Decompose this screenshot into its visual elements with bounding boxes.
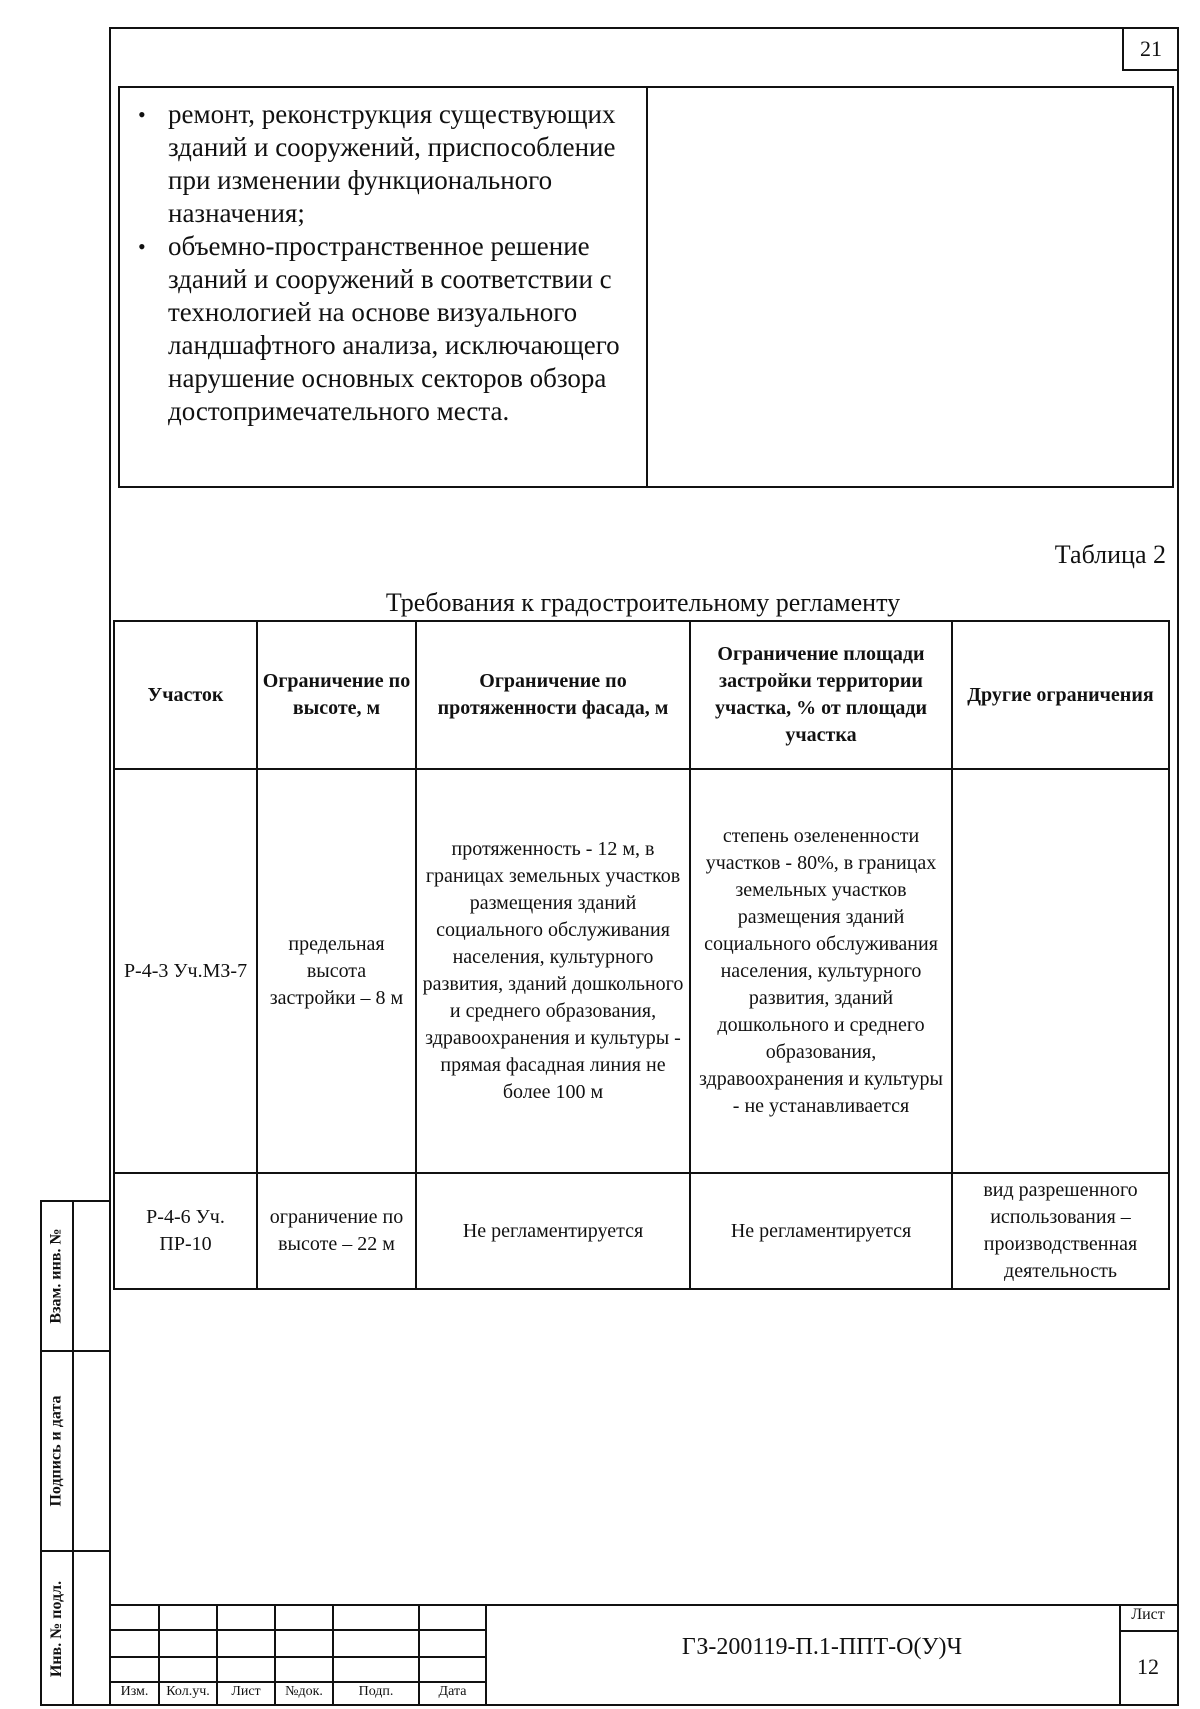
stamp-replacement-inventory <box>42 1202 110 1352</box>
title-block-line <box>111 1604 1178 1606</box>
side-stamp-panel <box>40 1200 110 1706</box>
column-head-signature: Подп. <box>358 1684 394 1699</box>
table-cell: протяженность - 12 м, в границах земельных участков размещения зданий социального обслуживания населения, культурного развития, зданий дошкольного и среднего образования, здравоохранения и культуры - прямая фасадная линия не более 100 м <box>416 769 690 1173</box>
table-cell: Р-4-3 Уч.МЗ-7 <box>114 769 257 1173</box>
table-cell: степень озелененности участков - 80%, в границах земельных участков размещения зданий социального обслуживания населения, культурного развития, зданий дошкольного и среднего образования, здравоохранения и культуры - не устанавливается <box>690 769 952 1173</box>
sheet-label: Лист <box>1131 1606 1165 1623</box>
table-cell: предельная высота застройки – 8 м <box>257 769 416 1173</box>
title-block-line <box>111 1656 485 1658</box>
list-item-text: ремонт, реконструкция существующих зданий и сооружений, приспособление при изменении функционального назначения; <box>168 99 616 228</box>
frame-top-border <box>110 27 1178 29</box>
page-number: 21 <box>1122 29 1178 71</box>
header-height-limit: Ограничение по высоте, м <box>257 621 416 769</box>
frame-right-border <box>1177 27 1179 1706</box>
stamp-signature-date <box>42 1352 110 1552</box>
column-head-date: Дата <box>438 1684 467 1699</box>
header-facade-limit: Ограничение по протяженности фасада, м <box>416 621 690 769</box>
column-head-quantity: Кол.уч. <box>166 1684 210 1699</box>
stamp-label-wrap <box>42 1202 72 1350</box>
continuation-bullet-list <box>130 98 640 428</box>
title-block-line <box>1119 1630 1178 1632</box>
stamp-label: Инв. № подл. <box>48 1580 65 1678</box>
table-title: Требования к градостроительному регламенту <box>385 588 901 617</box>
list-item <box>130 98 640 230</box>
table-cell: вид разрешенного использования – производственная деятельность <box>952 1173 1169 1289</box>
title-block <box>111 1604 1178 1704</box>
stamp-label: Взам. инв. № <box>48 1228 65 1324</box>
title-block-line <box>111 1681 485 1683</box>
table-row <box>114 1173 1169 1289</box>
table-cell: Р-4-6 Уч. ПР-10 <box>114 1173 257 1289</box>
column-head-sheet: Лист <box>231 1684 261 1699</box>
title-block-line <box>111 1629 485 1631</box>
list-item <box>130 230 640 428</box>
continuation-table <box>118 86 1174 488</box>
header-other-limits: Другие ограничения <box>952 621 1169 769</box>
sheet-number: 12 <box>1137 1654 1159 1679</box>
stamp-original-inventory <box>42 1552 110 1706</box>
bullet-icon: • <box>138 102 146 127</box>
table-cell <box>952 769 1169 1173</box>
requirements-table <box>113 620 1170 1290</box>
bullet-icon: • <box>138 234 146 259</box>
header-area-limit: Ограничение площади застройки территории участка, % от площади участка <box>690 621 952 769</box>
column-head-doc-number: №док. <box>285 1684 323 1699</box>
table-cell: Не регламентируется <box>416 1173 690 1289</box>
column-head-change: Изм. <box>120 1684 149 1699</box>
header-plot: Участок <box>114 621 257 769</box>
list-item-text: объемно-пространственное решение зданий и сооружений в соответствии с технологией на основе визуального ландшафтного анализа, исключающего нарушение основных секторов обзора достопримечательного места. <box>168 231 620 426</box>
table-cell: ограничение по высоте – 22 м <box>257 1173 416 1289</box>
table-cell: Не регламентируется <box>690 1173 952 1289</box>
stamp-label: Подпись и дата <box>48 1395 65 1507</box>
stamp-label-wrap <box>42 1352 72 1550</box>
table-row <box>114 769 1169 1173</box>
table-number: Таблица 2 <box>1054 540 1166 569</box>
stamp-label-wrap <box>42 1552 72 1706</box>
frame-bottom-border <box>40 1704 1179 1706</box>
document-code: ГЗ-200119-П.1-ППТ-О(У)Ч <box>681 1634 963 1660</box>
table-header-row <box>114 621 1169 769</box>
column-divider <box>646 88 648 486</box>
